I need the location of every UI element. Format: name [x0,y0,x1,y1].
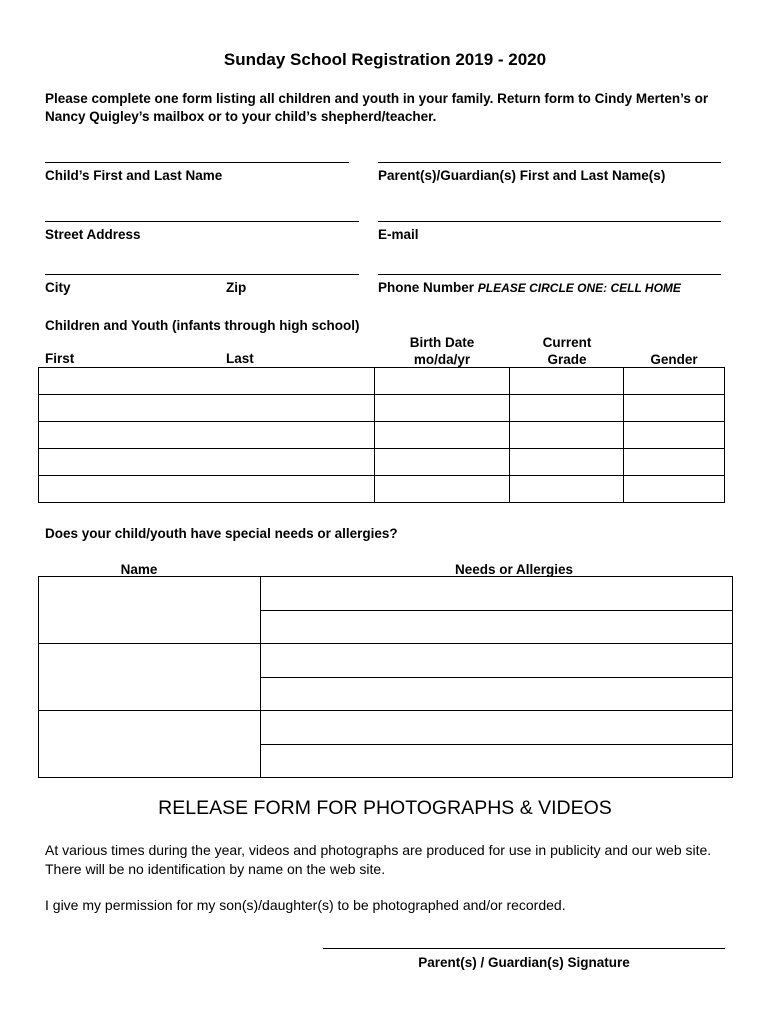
grade-cell[interactable] [510,395,624,422]
street-address-label: Street Address [45,227,141,242]
needs-allergies-cell[interactable] [260,577,732,611]
needs-col-needs-header: Needs or Allergies [454,562,574,577]
needs-allergies-cell[interactable] [260,644,732,678]
city-zip-line[interactable] [45,274,359,275]
gender-cell[interactable] [624,368,725,395]
gender-cell[interactable] [624,476,725,503]
needs-name-cell[interactable] [39,711,261,778]
needs-name-cell[interactable] [39,577,261,644]
col-grade-line1: Current [542,335,592,350]
col-gender-header: Gender [650,352,698,367]
gender-cell[interactable] [624,395,725,422]
grade-cell[interactable] [510,476,624,503]
signature-label: Parent(s) / Guardian(s) Signature [418,955,630,970]
needs-col-name-header: Name [120,562,158,577]
gender-cell[interactable] [624,422,725,449]
needs-allergies-cell[interactable] [260,711,732,745]
grade-cell[interactable] [510,449,624,476]
parent-name-line[interactable] [378,162,721,163]
col-birth-date-line1: Birth Date [409,335,475,350]
child-name-cell[interactable] [39,422,375,449]
table-row [39,422,725,449]
children-section-heading: Children and Youth (infants through high school) [45,318,360,333]
col-grade-header [510,334,624,368]
release-paragraph-1: At various times during the year, videos and photographs are produced for use in publicity and our web site. There will be no identification by name on the web site. [45,842,712,877]
signature-line[interactable] [323,948,725,949]
col-birth-date-header [374,334,510,368]
birth-date-cell[interactable] [374,368,510,395]
child-name-line[interactable] [45,162,349,163]
phone-line[interactable] [378,274,721,275]
birth-date-cell[interactable] [374,476,510,503]
gender-cell[interactable] [624,449,725,476]
child-name-cell[interactable] [39,476,375,503]
col-first-header: First [45,351,75,366]
phone-number-label: Phone Number [378,280,475,295]
child-name-cell[interactable] [39,449,375,476]
birth-date-cell[interactable] [374,449,510,476]
parent-name-label: Parent(s)/Guardian(s) First and Last Name(s) [378,168,666,183]
needs-table [38,576,733,778]
needs-name-cell[interactable] [39,644,261,711]
intro-instructions: Please complete one form listing all children and youth in your family. Return form to Cindy Merten’s or Nancy Quigley’s mailbox or to your child’s shepherd/teacher. [45,91,709,124]
birth-date-cell[interactable] [374,422,510,449]
child-name-cell[interactable] [39,395,375,422]
table-row [39,449,725,476]
email-label: E-mail [378,227,419,242]
table-row [39,395,725,422]
grade-cell[interactable] [510,422,624,449]
street-address-line[interactable] [45,221,359,222]
needs-allergies-cell[interactable] [260,678,732,711]
phone-label [378,280,681,295]
table-row [39,644,733,678]
release-form-title: RELEASE FORM FOR PHOTOGRAPHS & VIDEOS [158,797,612,819]
zip-label: Zip [226,280,247,295]
birth-date-cell[interactable] [374,395,510,422]
col-birth-date-line2: mo/da/yr [413,352,471,367]
children-table [38,367,725,503]
col-grade-line2: Grade [547,352,587,367]
table-row [39,476,725,503]
phone-type-note: PLEASE CIRCLE ONE: CELL HOME [477,281,681,295]
email-line[interactable] [378,221,721,222]
child-name-cell[interactable] [39,368,375,395]
needs-allergies-cell[interactable] [260,745,732,778]
child-name-label: Child’s First and Last Name [45,168,223,183]
table-row [39,577,733,611]
col-last-header: Last [226,351,254,366]
table-row [39,711,733,745]
city-label: City [45,280,71,295]
table-row [39,368,725,395]
needs-question: Does your child/youth have special needs or allergies? [45,526,398,541]
release-paragraph-2: I give my permission for my son(s)/daughter(s) to be photographed and/or recorded. [45,897,566,913]
page-title: Sunday School Registration 2019 - 2020 [223,50,547,69]
needs-allergies-cell[interactable] [260,611,732,644]
grade-cell[interactable] [510,368,624,395]
